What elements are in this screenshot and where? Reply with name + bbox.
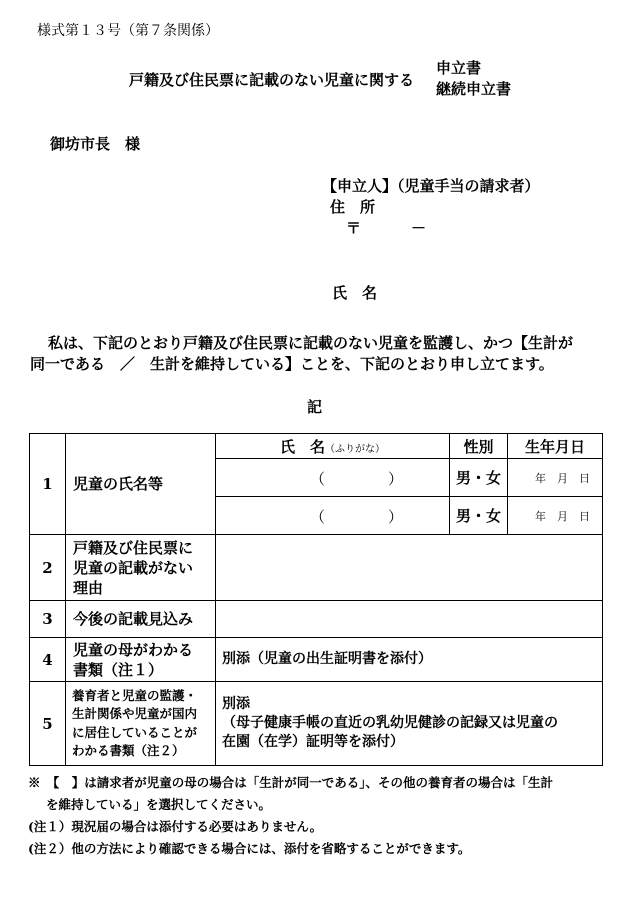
row-label <box>66 638 216 682</box>
postal-dash: － <box>411 219 427 237</box>
prospect-field[interactable] <box>216 601 603 638</box>
title-option-continuation: 継続申立書 <box>436 80 512 98</box>
notes <box>28 772 608 860</box>
address-label: 住 所 <box>330 198 376 216</box>
table-header-row <box>30 434 603 459</box>
row-label-line: 生計関係や児童が国内 <box>72 706 198 721</box>
header-sex: 性別 <box>450 434 508 459</box>
title-option-application: 申立書 <box>436 59 482 77</box>
child-name-cell[interactable] <box>216 497 450 535</box>
body-line-1: 私は、下記のとおり戸籍及び住民票に記載のない児童を監護し、かつ【生計が <box>48 334 574 352</box>
body-line-2: 同一である ／ 生計を維持している】ことを、下記のとおり申し立てます。 <box>30 355 554 373</box>
header-name-note: （ふりがな） <box>325 443 385 455</box>
paren-open: （ <box>310 470 326 488</box>
row-number: 4 <box>30 638 66 682</box>
table-row <box>30 682 603 766</box>
note-line: ※ 【 】は請求者が児童の母の場合は「生計が同一である」、その他の養育者の場合は「生計 <box>28 775 554 790</box>
value-line: （母子健康手帳の直近の乳幼児健診の記録又は児童の <box>222 715 558 731</box>
row-label-line: 児童の母がわかる <box>73 640 194 659</box>
row-label-line: わかる書類（注２） <box>72 743 185 758</box>
value-line: 別添 <box>222 696 250 712</box>
row-number: 2 <box>30 535 66 601</box>
table-row <box>30 638 603 682</box>
note-line: (注１）現況届の場合は添付する必要はありません。 <box>28 819 323 834</box>
reason-field[interactable] <box>216 535 603 601</box>
addressee: 御坊市長 様 <box>50 135 141 153</box>
child-dob-cell[interactable]: 年 月 日 <box>508 497 603 535</box>
header-dob: 生年月日 <box>508 434 603 459</box>
row-label <box>66 682 216 766</box>
row-number: 3 <box>30 601 66 638</box>
note-line: (注２）他の方法により確認できる場合には、添付を省略することができます。 <box>28 841 471 856</box>
paren-close: ） <box>388 470 404 488</box>
row-label-line: 児童の記載がない <box>73 558 194 577</box>
row-label-line: 理由 <box>73 578 104 597</box>
child-name-cell[interactable] <box>216 459 450 497</box>
child-sex-cell[interactable]: 男・女 <box>450 459 508 497</box>
row-label: 今後の記載見込み <box>66 601 216 638</box>
form-title: 戸籍及び住民票に記載のない児童に関する <box>129 71 415 89</box>
table-row <box>30 535 603 601</box>
table-row <box>30 601 603 638</box>
paren-close: ） <box>388 508 404 526</box>
row-label-line: に居住していることが <box>72 724 198 740</box>
child-sex-cell[interactable]: 男・女 <box>450 497 508 535</box>
paren-open: （ <box>310 508 326 526</box>
row-label-line: 戸籍及び住民票に <box>73 538 194 557</box>
applicant-heading: 【申立人】（児童手当の請求者） <box>322 177 540 195</box>
postal-mark: 〒 <box>346 219 362 237</box>
note-line: を維持している」を選択してください。 <box>46 797 272 812</box>
row-number: 5 <box>30 682 66 766</box>
row-label-line: 養育者と児童の監護・ <box>72 687 198 703</box>
application-table <box>29 433 603 766</box>
row-label: 児童の氏名等 <box>66 434 216 535</box>
header-name-text: 氏 名 <box>279 437 325 456</box>
child-dob-cell[interactable]: 年 月 日 <box>508 459 603 497</box>
name-label: 氏 名 <box>332 284 378 302</box>
header-name <box>216 434 450 459</box>
value-line: 在園（在学）証明等を添付） <box>222 734 404 750</box>
mother-document-value: 別添（児童の出生証明書を添付） <box>216 638 603 682</box>
row-label-line: 書類（注１） <box>73 660 164 679</box>
form-number: 様式第１３号（第７条関係） <box>37 23 219 39</box>
custody-document-value <box>216 682 603 766</box>
row-label <box>66 535 216 601</box>
ki-heading: 記 <box>307 398 323 416</box>
row-number: 1 <box>30 434 66 535</box>
